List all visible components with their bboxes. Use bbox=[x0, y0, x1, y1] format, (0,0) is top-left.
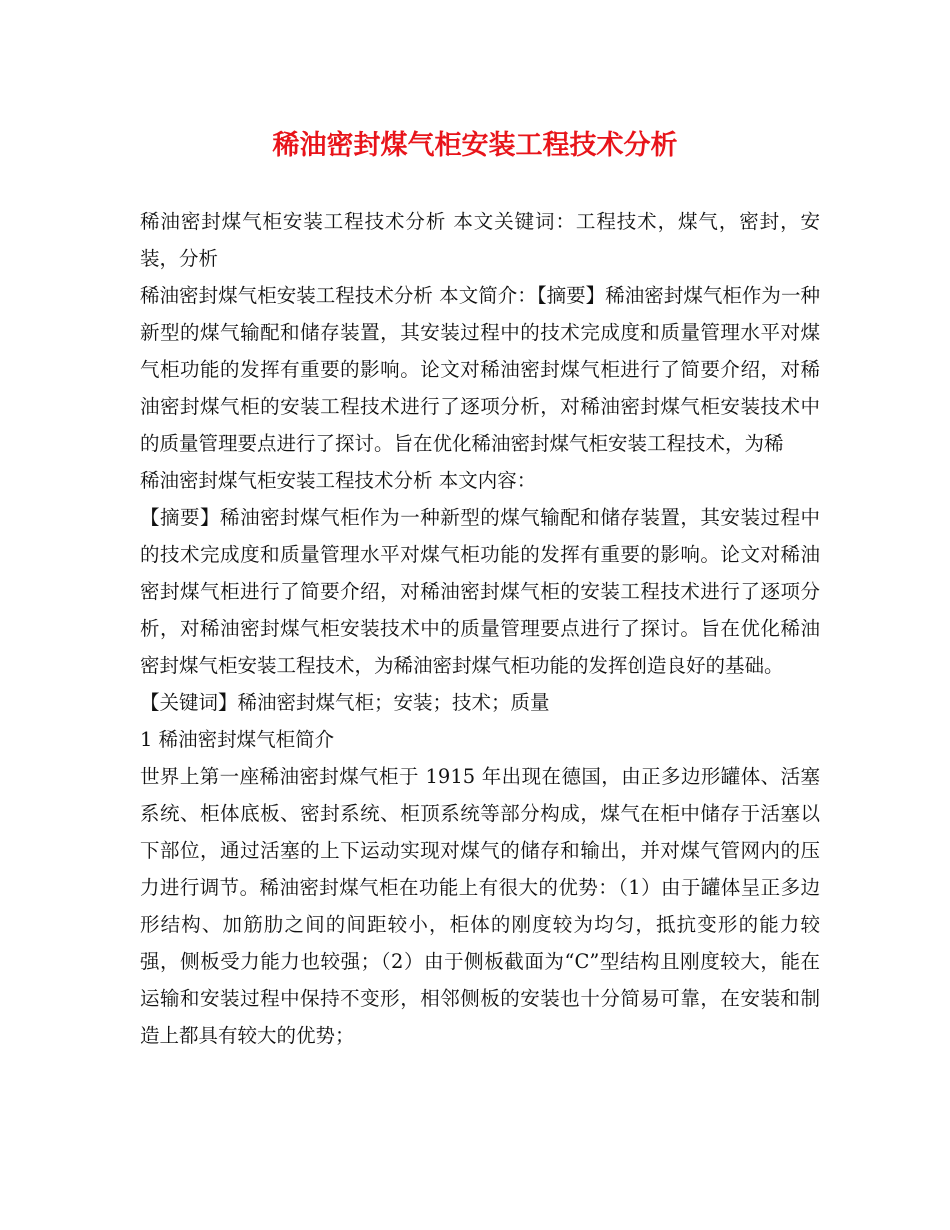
keywords-line: 【关键词】稀油密封煤气柜；安装；技术；质量 bbox=[140, 691, 550, 714]
intro-paragraph: 世界上第一座稀油密封煤气柜于 1915 年出现在德国，由正多边形罐体、活塞系统、柜体底板、密封系统、柜顶系统等部分构成，煤气在柜中储存于活塞以下部位，通过活塞的上下运动实现对煤气的储存和输出，并对煤气管网内的压力进行调节。稀油密封煤气柜在功能上有很大的优势：（1）由于罐体呈正多边形结构、加筋肋之间的间距较小，柜体的刚度较为均匀，抵抗变形的能力较强，侧板受力能力也较强；（2）由于侧板截面为“C”型结构且刚度较大，能在运输和安装过程中保持不变形，相邻侧板的安装也十分简易可靠，在安装和制造上都具有较大的优势； bbox=[140, 765, 820, 1047]
summary-paragraph: 稀油密封煤气柜安装工程技术分析 本文简介：【摘要】稀油密封煤气柜作为一种新型的煤气输配和储存装置，其安装过程中的技术完成度和质量管理水平对煤气柜功能的发挥有重要的影响。论文对稀油密封煤气柜进行了简要介绍，对稀油密封煤气柜的安装工程技术进行了逐项分析，对稀油密封煤气柜安装技术中的质量管理要点进行了探讨。旨在优化稀油密封煤气柜安装工程技术，为稀 bbox=[140, 284, 820, 455]
abstract-paragraph: 【摘要】稀油密封煤气柜作为一种新型的煤气输配和储存装置，其安装过程中的技术完成度和质量管理水平对煤气柜功能的发挥有重要的影响。论文对稀油密封煤气柜进行了简要介绍，对稀油密封煤气柜的安装工程技术进行了逐项分析，对稀油密封煤气柜安装技术中的质量管理要点进行了探讨。旨在优化稀油密封煤气柜安装工程技术，为稀油密封煤气柜功能的发挥创造良好的基础。 bbox=[140, 506, 820, 677]
content-heading: 稀油密封煤气柜安装工程技术分析 本文内容： bbox=[140, 469, 537, 492]
section-heading: 1 稀油密封煤气柜简介 bbox=[140, 728, 335, 751]
keywords-paragraph: 稀油密封煤气柜安装工程技术分析 本文关键词：工程技术，煤气，密封，安装，分析 bbox=[140, 210, 820, 270]
document-body bbox=[140, 203, 820, 1054]
document-title: 稀油密封煤气柜安装工程技术分析 bbox=[272, 130, 678, 161]
